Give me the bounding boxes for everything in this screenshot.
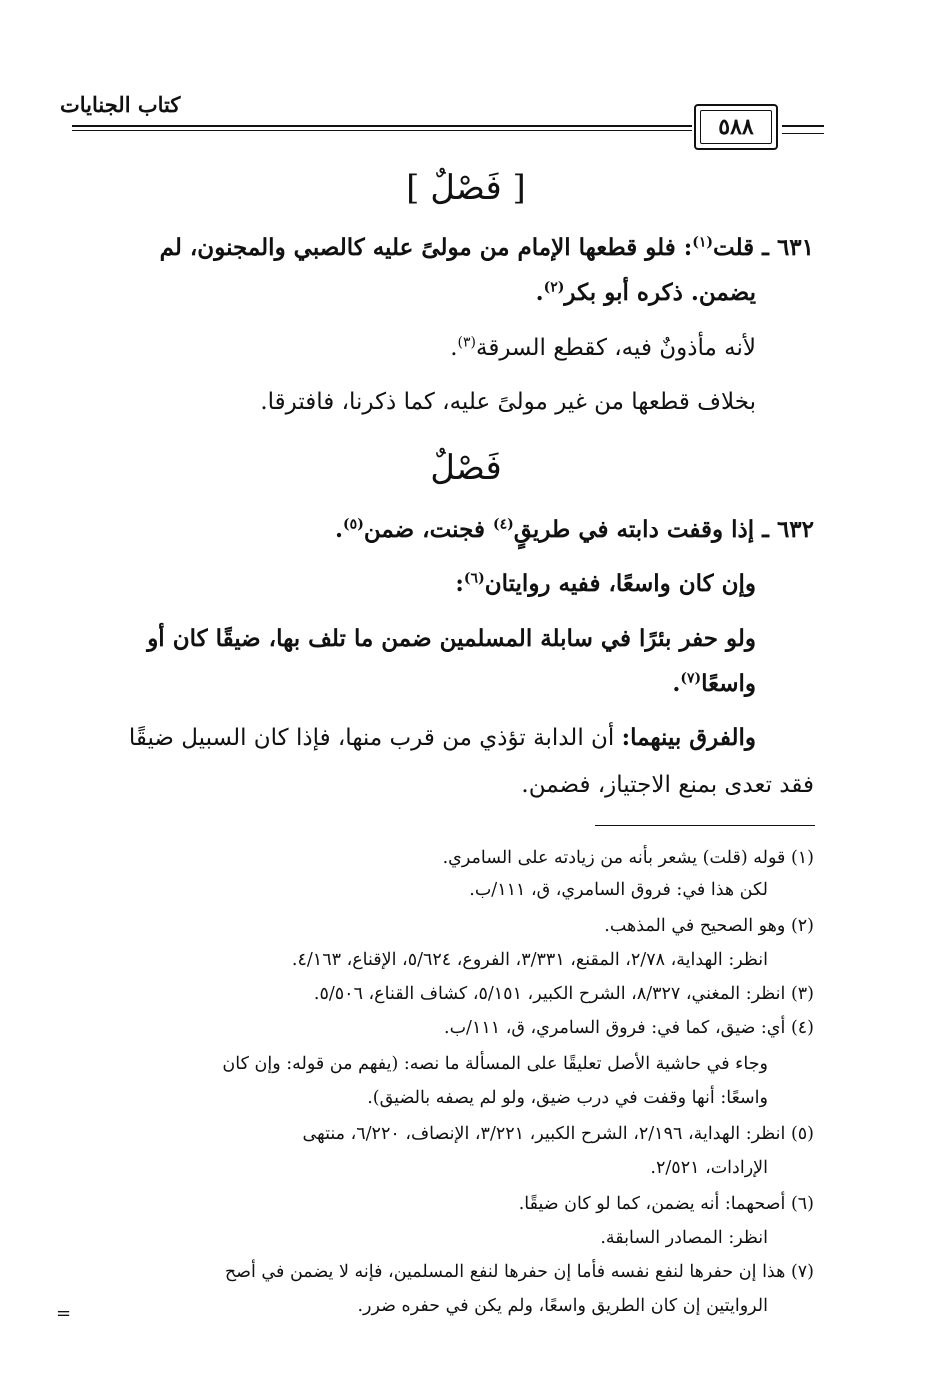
- footnote: واسعًا: أنها وقفت في درب ضيق، ولو لم يصفه بالضيق).: [367, 1088, 768, 1108]
- text-line: فقد تعدى بمنع الاجتياز، فضمن.: [521, 772, 814, 798]
- text-line: يضمن. ذكره أبو بكر$^{(٢)}$.: [535, 279, 756, 306]
- header-rule-thin: [72, 130, 692, 131]
- running-title: كتاب الجنايات: [60, 92, 181, 117]
- footnote: (٥) انظر: الهداية، ٢/١٩٦، الشرح الكبير، ٣/٢٢١، الإنصاف، ٦/٢٢٠، منتهى: [302, 1124, 814, 1144]
- footnote: (٤) أي: ضيق، كما في: فروق السامري، ق، ١١١/ب.: [444, 1018, 814, 1038]
- footnote: لكن هذا في: فروق السامري، ق، ١١١/ب.: [469, 880, 768, 900]
- text-line: ولو حفر بئرًا في سابلة المسلمين ضمن ما تلف بها، ضيقًا كان أو: [147, 625, 756, 652]
- section-heading: [ فَصْلٌ ]: [406, 168, 526, 208]
- text-line: وإن كان واسعًا، ففيه روايتان$^{(٦)}$:: [455, 570, 756, 597]
- footnote: الروايتين إن كان الطريق واسعًا، ولم يكن في حفره ضرر.: [357, 1296, 768, 1316]
- header-rule: [72, 125, 692, 127]
- text-line: واسعًا$^{(٧)}$.: [672, 670, 756, 697]
- page-number-frame: [694, 104, 778, 150]
- footnote: انظر: المصادر السابقة.: [600, 1228, 768, 1248]
- page-number: ٥٨٨: [718, 114, 754, 140]
- footnote: انظر: الهداية، ٢/٧٨، المقنع، ٣/٣٣١، الفروع، ٥/٦٢٤، الإقناع، ٤/١٦٣.: [291, 950, 768, 970]
- footnote: (٢) وهو الصحيح في المذهب.: [604, 916, 814, 936]
- text-line: والفرق بينهما: أن الدابة تؤذي من قرب منها، فإذا كان السبيل ضيقًا: [128, 724, 756, 751]
- footnote: الإرادات، ٢/٥٢١.: [650, 1158, 768, 1178]
- footnote: (٣) انظر: المغني، ٨/٣٢٧، الشرح الكبير، ٥/١٥١، كشاف القناع، ٥/٥٠٦.: [313, 984, 814, 1004]
- header-rule-right: [782, 125, 824, 134]
- text-line: ٦٣٢ ـ إذا وقفت دابته في طريقٍ$^{(٤)}$ فجنت، ضمن$^{(٥)}$.: [335, 516, 814, 543]
- section-heading: فَصْلٌ: [430, 448, 502, 488]
- footnote: (٧) هذا إن حفرها لنفع نفسه فأما إن حفرها لنفع المسلمين، فإنه لا يضمن في أصح: [224, 1262, 814, 1282]
- text-line: بخلاف قطعها من غير مولىً عليه، كما ذكرنا، فافترقا.: [260, 389, 756, 415]
- footnote: وجاء في حاشية الأصل تعليقًا على المسألة ما نصه: (يفهم من قوله: وإن كان: [222, 1054, 768, 1074]
- text-line: لأنه مأذونٌ فيه، كقطع السرقة$^{(٣)}$.: [450, 334, 756, 361]
- continuation-mark: =: [56, 1303, 72, 1324]
- text-line: ٦٣١ ـ قلت$^{(١)}$: فلو قطعها الإمام من مولىً عليه كالصبي والمجنون، لم: [159, 234, 814, 261]
- footnote: (٦) أصحهما: أنه يضمن، كما لو كان ضيقًا.: [518, 1194, 814, 1214]
- footnote: (١) قوله (قلت) يشعر بأنه من زيادته على السامري.: [442, 848, 814, 868]
- footnote-separator: [595, 825, 815, 826]
